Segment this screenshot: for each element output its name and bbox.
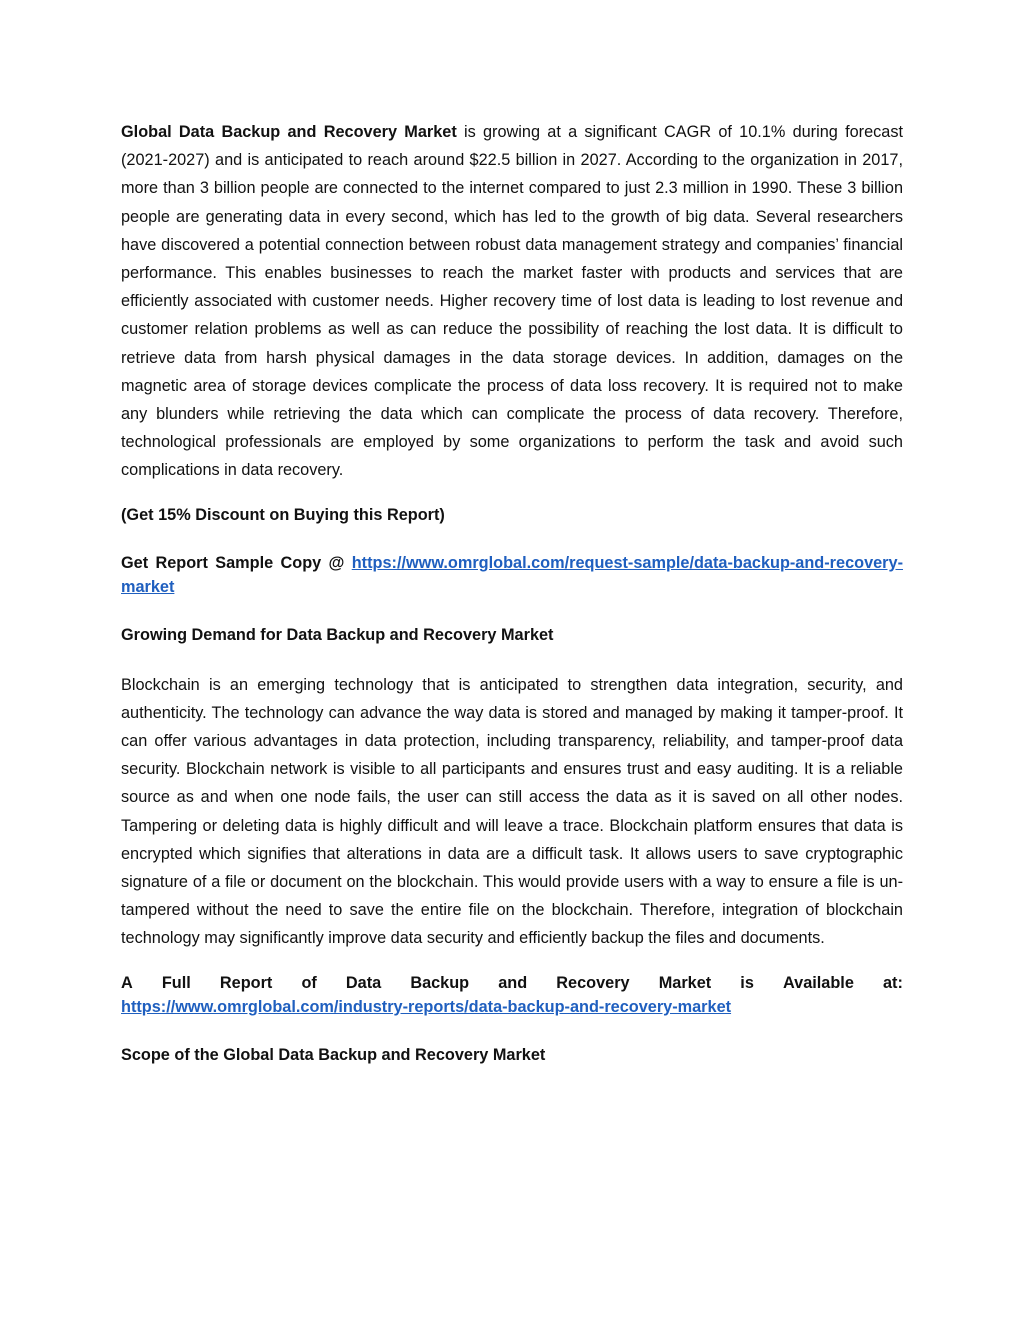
full-report-word: Data [345,973,382,992]
document-page [121,118,903,1067]
full-report-word: is [740,973,754,992]
discount-note: (Get 15% Discount on Buying this Report) [121,505,445,524]
full-report-word: Recovery [556,973,630,992]
scope-heading: Scope of the Global Data Backup and Recovery Market [121,1045,546,1064]
full-report-word: Backup [410,973,470,992]
intro-body-text: is growing at a significant CAGR of 10.1% during forecast (2021-2027) and is anticipated to reach around $22.5 billion in 2027. According to the organization in 2017, more than 3 billion people are connected to the internet compared to just 2.3 million in 1990. These 3 billion people are generating data in every second, which has led to the growth of big data. Several researchers have discovered a potential connection between robust data management strategy and companies’ financial performance. This enables businesses to reach the market faster with products and services that are efficiently associated with customer needs. Higher recovery time of lost data is leading to lost revenue and customer relation problems as well as can reduce the possibility of reaching the lost data. It is difficult to retrieve data from harsh physical damages in the data storage devices. In addition, damages on the magnetic area of storage devices complicate the process of data loss recovery. It is required not to make any blunders while retrieving the data which can complicate the process of data recovery. Therefore, technological professionals are employed by some organizations to perform the task and avoid such complications in data recovery. [121,123,903,480]
full-report-link[interactable]: https://www.omrglobal.com/industry-reports/data-backup-and-recovery-market [121,997,732,1016]
full-report-word: Report [219,973,273,992]
blockchain-paragraph: Blockchain is an emerging technology that is anticipated to strengthen data integration, security, and authenticity. The technology can advance the way data is stored and managed by making it tamper-proof. It can offer various advantages in data protection, including transparency, reliability, and tamper-proof data security. Blockchain network is visible to all participants and ensures trust and easy auditing. It is a reliable source as and when one node fails, the user can still access the data as it is saved on all other nodes. Tampering or deleting data is highly difficult and will leave a trace. Blockchain platform ensures that data is encrypted which signifies that alterations in data are a difficult task. It allows users to save cryptographic signature of a file or document on the blockchain. This would provide users with a way to ensure a file is un-tampered without the need to save the entire file on the blockchain. Therefore, integration of blockchain technology may significantly improve data security and efficiently backup the files and documents. [121,675,903,948]
full-report-line [121,971,903,995]
full-report-link-line [121,995,903,1019]
full-report-word: of [301,973,317,992]
full-report-word: and [498,973,528,992]
intro-lead-title: Global Data Backup and Recovery Market [121,123,457,141]
growing-demand-heading: Growing Demand for Data Backup and Recovery Market [121,625,554,644]
sample-copy-line [121,551,903,599]
full-report-word: Full [161,973,191,992]
sample-copy-label: Get Report Sample Copy @ [121,553,352,572]
full-report-word: A [121,973,133,992]
full-report-word: Available [782,973,854,992]
intro-paragraph [121,118,903,485]
full-report-word: at: [882,973,903,992]
sample-copy-link[interactable]: https://www.omrglobal.com/request-sample/data-backup-and-recovery-market [121,553,903,596]
full-report-word: Market [658,973,712,992]
